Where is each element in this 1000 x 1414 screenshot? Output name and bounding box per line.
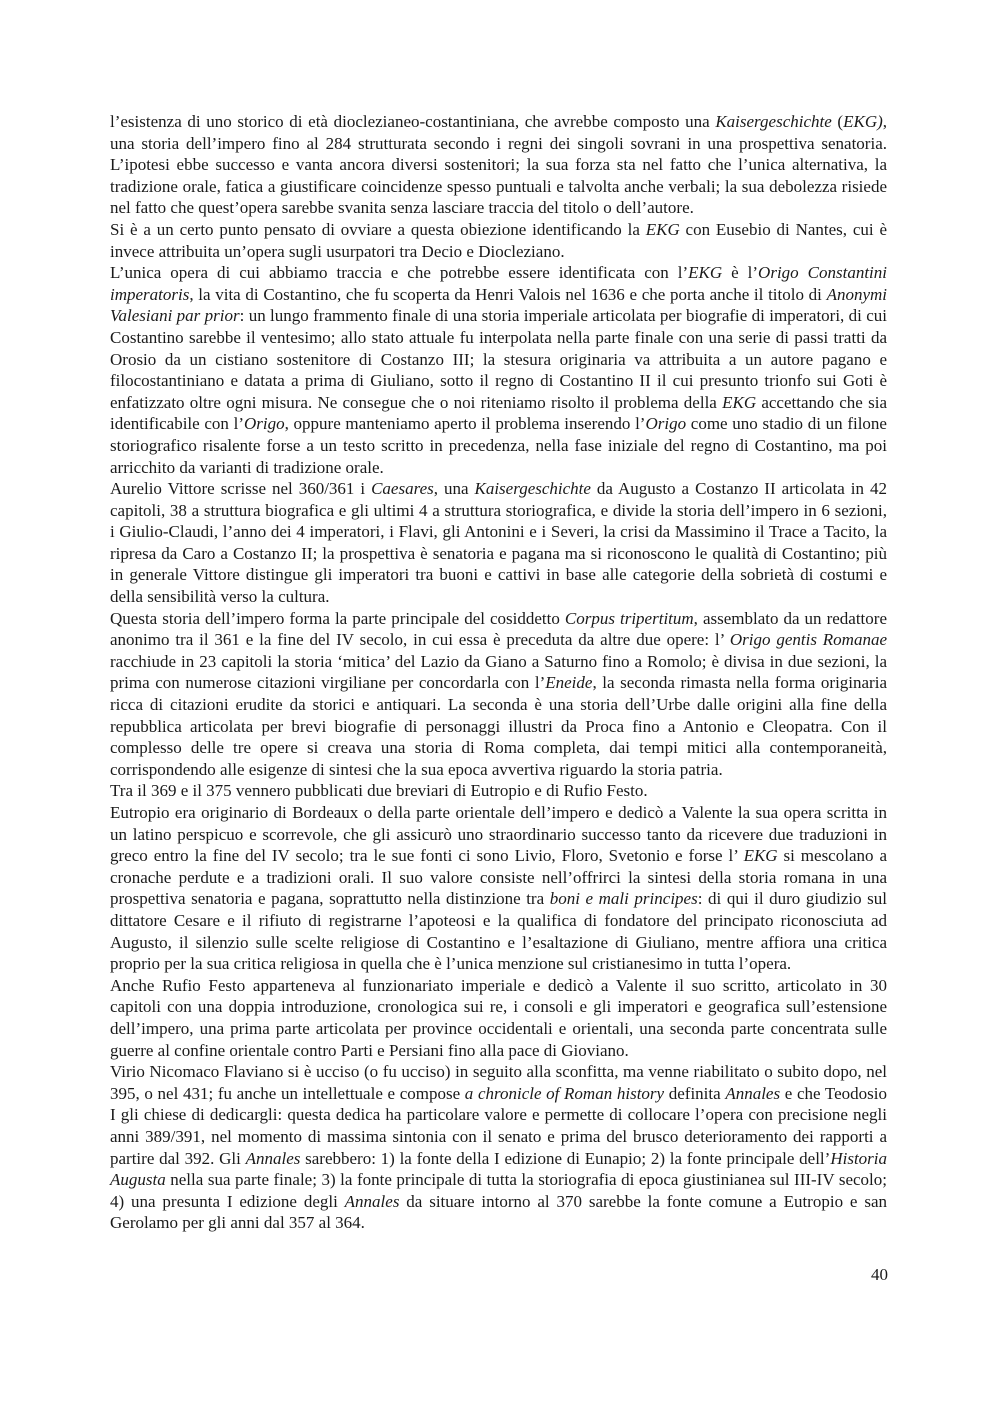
text-run: con Eusebio di Nantes, cui è invece attribuita un’opera sugli usurpatori tra Decio e Diocleziano. <box>110 219 887 261</box>
italic-text: Kaisergeschichte <box>474 479 591 499</box>
text-run: : di qui il duro giudizio sul dittatore Cesare e il rifiuto di registrarne l’apoteosi e la qualifica di fondatore del principato riconosciuta ad Augusto, il silenzio sulle scelte religiose di Costantino e l’esaltazione di Giuliano, mentre affiora una critica proprio per la sua critica religiosa in quella che è l’unica menzione sul cristianesimo in tutta l’opera. <box>110 889 888 974</box>
text-run: , oppure manteniamo aperto il problema inserendo l’ <box>284 414 646 434</box>
text-run: ( <box>831 112 844 131</box>
text-run: sarebbero: 1) la fonte della I edizione di Eunapio; 2) la fonte principale dell’ <box>300 1148 831 1168</box>
italic-text: EKG <box>688 263 723 283</box>
text-run: l’esistenza di uno storico di età dioclezianeo-costantiniana, che avrebbe composto una <box>110 112 716 131</box>
text-run: , la seconda rimasta nella forma originaria ricca di citazioni erudite da storici e antiquari. La seconda è una storia dell’Urbe dalle origini alla fine della repubblica articolata per brevi biografie di personaggi illustri da Proca fino a Antonio e Cleopatra. Con il complesso delle tre opere si creava una storia di Roma completa, dai tempi mitici alla contemporaneità, corrispondendo alle esigenze di sintesi che la sua epoca avvertiva riguardo la storia patria. <box>110 673 887 779</box>
text-run: si mescolano a cronache perdute e a tradizioni orali. Il suo valore consiste nell’offrirci la sintesi della storia romana in una prospettiva senatoria e pagana, soprattutto nella distinzione tra <box>110 846 887 909</box>
text-run: da situare intorno al 370 sarebbe la fonte comune a Eutropio e san Gerolamo per gli anni dal 357 al 364. <box>110 1191 887 1233</box>
italic-text: Annales <box>725 1083 781 1103</box>
paragraph-p7 <box>110 802 887 975</box>
text-run: Anche Rufio Festo apparteneva al funzionariato imperiale e dedicò a Valente il suo scritto, articolato in 30 capitoli con una doppia introduzione, cronologica sui re, i consoli e gli imperatori e geografica sull’estensione dell’impero, una prima parte articolata per province occidentali e orientali, una seconda parte concentrata sulle guerre al confine orientale contro Parti e Persiani fino alla pace di Gioviano. <box>110 975 887 1060</box>
text-run: L’unica opera di cui abbiamo traccia e che potrebbe essere identificata con l’ <box>110 263 689 283</box>
italic-text: Anonymi Valesiani par prior <box>110 284 887 326</box>
text-run: Tra il 369 e il 375 vennero pubblicati due breviari di Eutropio e di Rufio Festo. <box>110 781 648 801</box>
paragraph-p9 <box>110 1061 887 1234</box>
text-run: Eutropio era originario di Bordeaux o della parte orientale dell’impero e dedicò a Valente la sua opera scritta in un latino perspicuo e scorrevole, che gli assicurò uno straordinario successo tanto da ricevere due traduzioni in greco entro la fine del IV secolo; tra le sue fonti ci sono Livio, Floro, Svetonio e forse l’ <box>110 803 887 866</box>
italic-text: boni e mali principes <box>549 889 698 909</box>
italic-text: Origo gentis Romanae <box>729 630 887 650</box>
italic-text: Caesares <box>371 479 434 499</box>
text-run: Aurelio Vittore scrisse nel 360/361 i <box>110 479 372 499</box>
italic-text: Origo Constantini imperatoris <box>110 263 887 304</box>
body-text <box>110 111 887 1234</box>
italic-text: Annales <box>245 1148 301 1168</box>
text-run: accettando che sia identificabile con l’ <box>110 392 887 434</box>
text-run: nella sua parte finale; 3) la fonte principale di tutta la storiografia di epoca giustinianea sul III-IV secolo; 4) una presunta I edizione degli <box>110 1170 887 1211</box>
text-run: , la vita di Costantino, che fu scoperta da Henri Valois nel 1636 e che porta anche il titolo di <box>189 284 827 304</box>
page-number: 40 <box>871 1265 888 1284</box>
paragraph-p2 <box>110 219 887 262</box>
text-run: : un lungo frammento finale di una storia imperiale articolata per biografie di imperatori, di cui Costantino sarebbe il ventesimo; allo stato attuale fu interpolata nella parte finale con una serie di passi tratti da Orosio da un cistiano sostenitore di Costanzo III; la stesura originaria va attribuita a un autore pagano e filocostantiniano e datata a prima di Giuliano, sotto il regno di Costantino II il cui presunto trionfo sui Goti è enfatizzato oltre ogni misura. Ne consegue che o noi riteniamo risolto il problema della <box>110 306 888 412</box>
text-run: definita <box>664 1083 726 1103</box>
paragraph-p1 <box>110 111 887 219</box>
text-run: Si è a un certo punto pensato di ovviare a questa obiezione identificando la <box>110 219 646 239</box>
text-run: , assemblato da un redattore anonimo tra il 361 e la fine del IV secolo, in cui essa è preceduta da altre due opere: l’ <box>110 608 887 650</box>
text-run: , una storia dell’impero fino al 284 strutturata secondo i regni dei singoli sovrani in una prospettiva senatoria. L’ipotesi ebbe successo e vanta ancora diversi sostenitori; la sua forza sta nel fatto che l’unica alternativa, la tradizione orale, fatica a giustificare coincidenze spesso puntuali e talvolta anche verbali; la sua debolezza risiede nel fatto che quest’opera sarebbe svanita senza lasciare traccia del titolo o dell’autore. <box>110 112 888 218</box>
text-run: come uno stadio di un filone storiografico risalente forse a un testo scritto in precedenza, nella fase iniziale del regno di Costantino, ma poi arricchito da varianti di tradizione orale. <box>110 414 887 477</box>
italic-text: Origo <box>243 414 285 434</box>
text-run: è l’ <box>722 263 759 283</box>
italic-text: Origo <box>645 414 687 434</box>
text-run: , una <box>433 479 475 499</box>
paragraph-p8 <box>110 975 887 1061</box>
italic-text: Eneide <box>545 673 593 693</box>
italic-text: EKG <box>743 846 778 866</box>
text-run: e che Teodosio I gli chiese di dedicargli: questa dedica ha particolare valore e permette di collocare l’opera con precisione negli anni 389/391, nel momento di massima sintonia con il senato e prima del brusco deterioramento dei rapporti a partire dal 392. Gli <box>110 1083 887 1168</box>
italic-text: EKG) <box>843 112 883 131</box>
paragraph-p4 <box>110 478 887 608</box>
italic-text: Kaisergeschichte <box>715 112 832 131</box>
italic-text: Corpus tripertitum <box>564 608 694 628</box>
text-run: racchiude in 23 capitoli la storia ‘mitica’ del Lazio da Giano a Saturno fino a Romolo; è divisa in due sezioni, la prima con numerose citazioni virgiliane per concordarla con l’ <box>110 651 887 693</box>
text-run: da Augusto a Costanzo II articolata in 42 capitoli, 38 a struttura biografica e gli ultimi 4 a struttura storiografica, e divide la storia dell’impero in 6 sezioni, i Giulio-Claudi, l’anno dei 4 imperatori, i Flavi, gli Antonini e i Severi, la crisi da Massimino il Trace a Tacito, la ripresa da Caro a Costanzo II; la prospettiva è senatoria e pagana ma si riconoscono le qualità di Costantino; più in generale Vittore distingue gli imperatori tra buoni e cattivi in base alle categorie della sobrietà di costumi e della sensibilità verso la cultura. <box>110 479 887 607</box>
paragraph-p5 <box>110 608 887 781</box>
italic-text: Annales <box>344 1191 400 1211</box>
paragraph-p3 <box>110 262 887 478</box>
italic-text: a chronicle of Roman history <box>464 1083 665 1103</box>
text-run: Virio Nicomaco Flaviano si è ucciso (o fu ucciso) in seguito alla sconfitta, ma venne riabilitato o subito dopo, nel 395, o nel 431; fu anche un intellettuale e compose <box>110 1062 887 1103</box>
italic-text: EKG <box>645 219 680 239</box>
italic-text: EKG <box>722 392 757 412</box>
italic-text: Historia Augusta <box>110 1148 888 1190</box>
paragraph-p6 <box>110 780 887 802</box>
text-run: Questa storia dell’impero forma la parte principale del cosiddetto <box>110 608 565 628</box>
